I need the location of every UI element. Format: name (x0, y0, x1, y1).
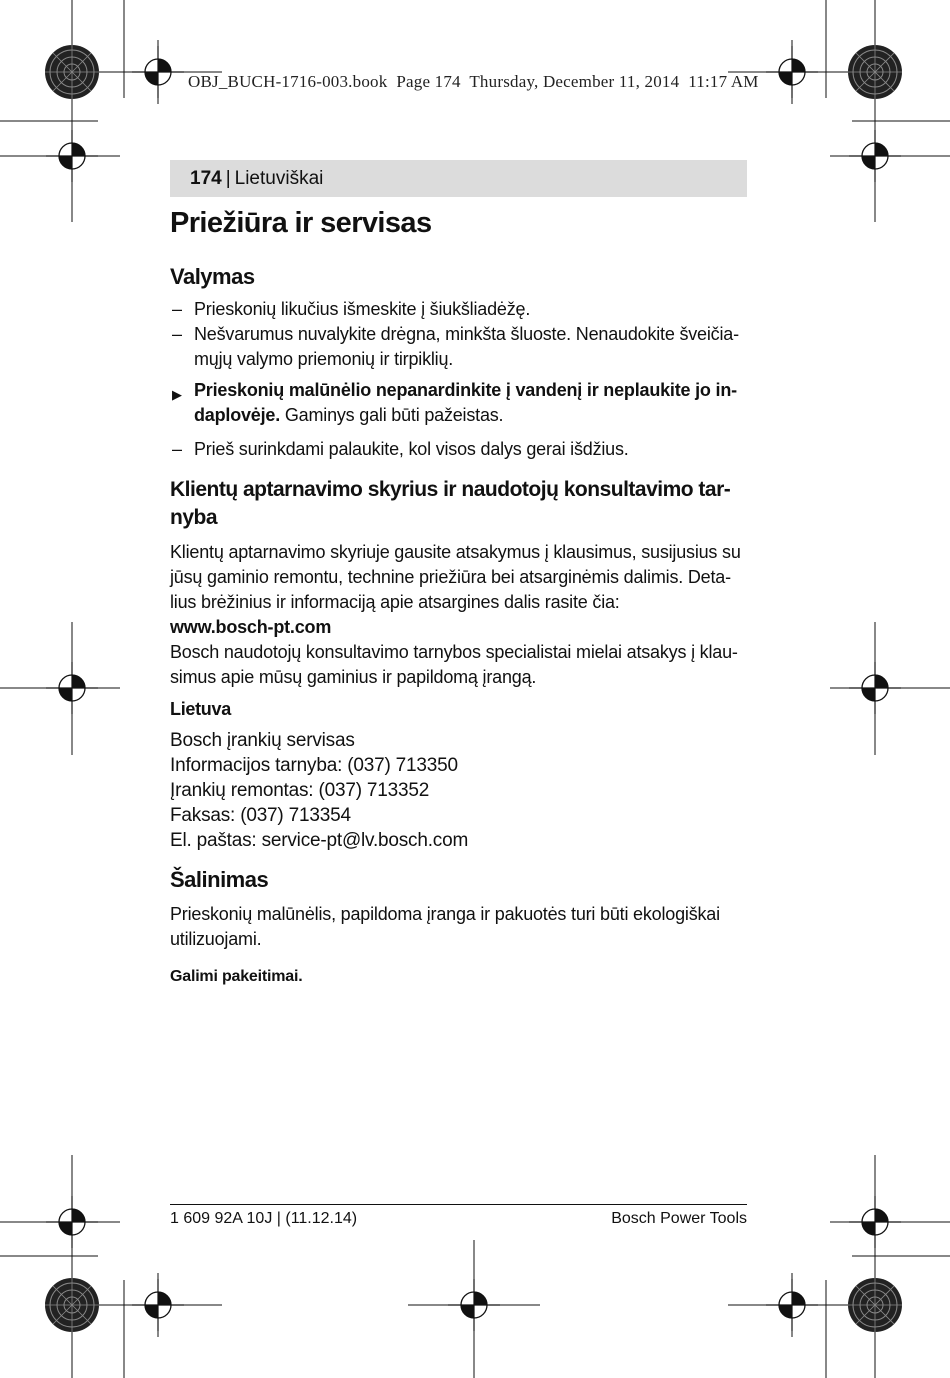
page-language: Lietuviškai (234, 168, 324, 189)
service-heading-line2: nyba (170, 506, 218, 529)
list-item-text-cont: mųjų valymo priemonių ir tirpiklių. (194, 349, 454, 369)
warning-bold-text: Prieskonių malūnėlio nepanardinkite į vandenį ir neplaukite jo in- (194, 380, 737, 400)
dash-marker: – (172, 439, 182, 459)
disposal-section (170, 866, 750, 989)
contact-lines (170, 728, 750, 853)
disposal-paragraph (170, 902, 750, 952)
slug-time: 11:17 AM (688, 72, 759, 91)
page-separator: | (225, 168, 231, 189)
cleaning-heading: Valymas (170, 264, 255, 289)
warning-triangle-icon: ▶ (172, 387, 182, 402)
service-heading (170, 476, 750, 532)
service-section (170, 476, 750, 690)
changes-note: Galimi pakeitimai. (170, 968, 303, 985)
warning-item (170, 378, 750, 428)
contact-line: Įrankių remontas: (037) 713352 (170, 780, 430, 801)
list-item (170, 437, 750, 462)
contact-email[interactable]: El. paštas: service-pt@lv.bosch.com (170, 830, 469, 851)
list-item-text: Nešvarumus nuvalykite drėgna, minkšta šluoste. Nenaudokite šveičia- (194, 324, 739, 344)
disposal-line: utilizuojami. (170, 929, 262, 949)
slug-file: OBJ_BUCH-1716-003.book (188, 72, 388, 91)
disposal-line: Prieskonių malūnėlis, papildoma įranga ir pakuotės turi būti ekologiškai (170, 904, 720, 924)
contact-country: Lietuva (170, 699, 231, 719)
warning-bold-text-cont: daplovėje. (194, 405, 281, 425)
service-line: Klientų aptarnavimo skyriuje gausite atsakymus į klausimus, susijusius su (170, 542, 741, 562)
page-title-block (170, 206, 750, 240)
dash-marker: – (172, 324, 182, 344)
footer-code: 1 609 92A 10J | (11.12.14) (170, 1210, 358, 1227)
list-item (170, 322, 750, 372)
service-line: jūsų gaminio remontu, technine priežiūra bei atsarginėmis dalimis. Deta- (170, 567, 731, 587)
disposal-heading: Šalinimas (170, 867, 269, 892)
contact-line: Faksas: (037) 713354 (170, 805, 351, 826)
service-line: simus apie mūsų gaminius ir papildomą įrangą. (170, 667, 537, 687)
slug-page: Page 174 (396, 72, 461, 91)
list-item (170, 297, 750, 322)
service-line: Bosch naudotojų konsultavimo tarnybos specialistai mielai atsakys į klau- (170, 642, 738, 662)
warning-normal-text: Gaminys gali būti pažeistas. (284, 405, 504, 425)
service-paragraph (170, 540, 750, 690)
dash-marker: – (172, 299, 182, 319)
print-slug (188, 72, 828, 92)
cleaning-section (170, 263, 750, 462)
footer-brand: Bosch Power Tools (611, 1210, 747, 1227)
service-url[interactable]: www.bosch-pt.com (170, 617, 332, 637)
list-item-text: Prieskonių likučius išmeskite į šiukšliadėžę. (194, 299, 531, 319)
page-number: 174 (190, 168, 222, 189)
service-line: lius brėžinius ir informaciją apie atsargines dalis rasite čia: (170, 592, 620, 612)
contact-line: Bosch įrankių servisas (170, 730, 355, 751)
contact-section (170, 697, 750, 853)
service-heading-line1: Klientų aptarnavimo skyrius ir naudotojų konsultavimo tar- (170, 478, 731, 501)
page-header-bar (170, 160, 747, 197)
footer-divider (170, 1204, 747, 1205)
page-title: Priežiūra ir servisas (170, 207, 432, 239)
list-item-text: Prieš surinkdami palaukite, kol visos dalys gerai išdžius. (194, 439, 629, 459)
contact-line: Informacijos tarnyba: (037) 713350 (170, 755, 458, 776)
slug-date: Thursday, December 11, 2014 (469, 72, 680, 91)
